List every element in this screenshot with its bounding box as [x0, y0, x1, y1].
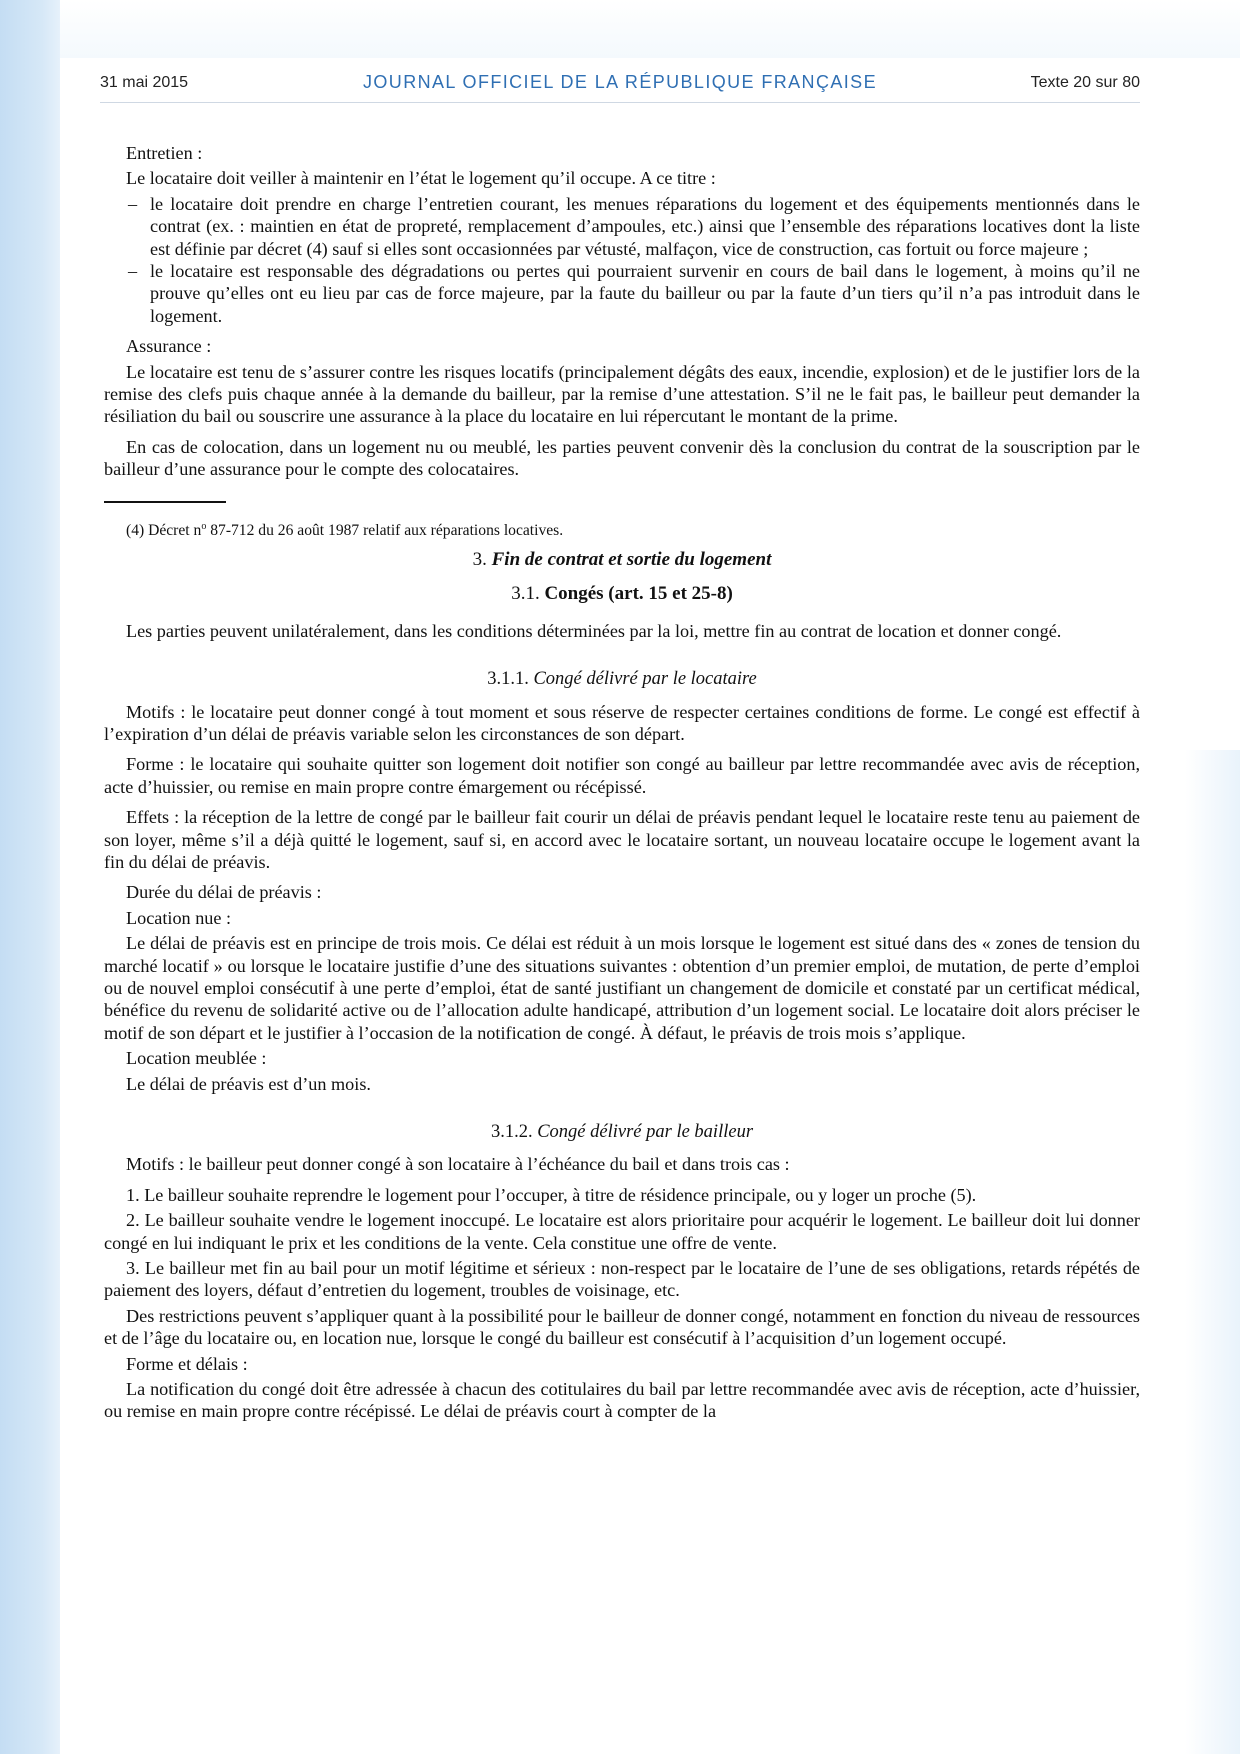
- bailleur-cas-1: 1. Le bailleur souhaite reprendre le logement pour l’occuper, à titre de résidence principale, ou y loger un proche (5).: [126, 1184, 977, 1205]
- header-date: 31 mai 2015: [100, 74, 189, 91]
- section-number: 3.1.: [511, 583, 540, 605]
- section-heading-3-1-2: [104, 1121, 1140, 1143]
- section-number: 3.1.2.: [490, 1122, 533, 1142]
- forme-delais-text: La notification du congé doit être adressée à chacun des cotitulaires du bail par lettre recommandée avec avis de réception, acte d’huissier, ou remise en main propre contre récépissé. Le délai de préavis court à compter de la: [104, 1379, 1140, 1422]
- document-body: [104, 142, 1140, 1431]
- page-margin-band: [0, 0, 60, 1754]
- location-nue-text: Le délai de préavis est en principe de trois mois. Ce délai est réduit à un mois lorsque le logement est situé dans des « zones de tension du marché locatif » ou lorsque le locataire justifie d’une des situations suivantes : obtention d’un premier emploi, de mutation, de perte d’emploi ou de nouvel emploi consécutif à une perte d’emploi, état de santé justifiant un changement de domicile et constaté par un certificat médical, bénéfice du revenu de solidarité active ou de l’allocation adulte handicapé, attribution d’un logement social. Le locataire doit alors préciser le motif de son départ et le justifier à l’occasion de la notification de congé. À défaut, le préavis de trois mois s’applique.: [104, 933, 1140, 1043]
- bailleur-cas-2: 2. Le bailleur souhaite vendre le logement inoccupé. Le locataire est alors prioritaire pour acquérir le logement. Le bailleur doit lui donner congé en lui indiquant le prix et les conditions de la vente. Cela constitue une offre de vente.: [104, 1210, 1140, 1253]
- locataire-forme: Forme : le locataire qui souhaite quitter son logement doit notifier son congé au bailleur par lettre recommandée avec avis de réception, acte d’huissier, ou remise en main propre contre émargement ou récépissé.: [104, 754, 1140, 797]
- section-heading-3-1: [104, 583, 1140, 605]
- section-title: Congé délivré par le bailleur: [537, 1122, 754, 1142]
- forme-delais-label: Forme et délais :: [126, 1353, 248, 1374]
- list-item: – le locataire est responsable des dégradations ou pertes qui pourraient survenir en cours de bail dans le logement, à moins qu’il ne prouve qu’elles ont eu lieu par cas de force majeure, par la faute du bailleur ou par la faute d’un tiers qu’il n’a pas introduit dans le logement.: [104, 260, 1140, 327]
- header-journal-title: JOURNAL OFFICIEL DE LA RÉPUBLIQUE FRANÇAISE: [363, 72, 877, 92]
- section-heading-3: [104, 549, 1140, 571]
- locataire-effets: Effets : la réception de la lettre de congé par le bailleur fait courir un délai de préavis pendant lequel le locataire reste tenu au paiement de son loyer, même s’il a déjà quitté le logement, sauf si, en accord avec le locataire sortant, un nouveau locataire occupe le logement avant la fin du délai de préavis.: [104, 807, 1140, 872]
- location-meublee-label: Location meublée :: [126, 1048, 267, 1069]
- locataire-motifs: Motifs : le locataire peut donner congé à tout moment et sous réserve de respecter certaines conditions de forme. Le congé est effectif à l’expiration d’un délai de préavis variable selon les circonstances de son départ.: [104, 701, 1140, 744]
- location-nue-label: Location nue :: [126, 907, 232, 928]
- entretien-label: Entretien :: [126, 143, 203, 163]
- page-top-strip: [60, 0, 1240, 58]
- preavis-duree-label: Durée du délai de préavis :: [126, 882, 322, 903]
- page-right-strip: [1185, 750, 1240, 1754]
- footnote-4: [104, 517, 1140, 541]
- section-heading-3-1-1: [104, 668, 1140, 690]
- assurance-paragraph-2: En cas de colocation, dans un logement nu ou meublé, les parties peuvent convenir dès la conclusion du contrat de la souscription par le bailleur d’une assurance pour le compte des colocataires.: [104, 436, 1140, 480]
- assurance-label: Assurance :: [126, 336, 212, 357]
- footnote-text: 87-712 du 26 août 1987 relatif aux réparations locatives.: [206, 521, 564, 539]
- section-number: 3.: [472, 548, 487, 570]
- section-3-1-intro: Les parties peuvent unilatéralement, dans les conditions déterminées par la loi, mettre fin au contrat de location et donner congé.: [126, 620, 1062, 641]
- assurance-paragraph-1: Le locataire est tenu de s’assurer contre les risques locatifs (principalement dégâts des eaux, incendie, explosion) et de le justifier lors de la remise des clefs puis chaque année à la demande du bailleur, par la remise d’une attestation. S’il ne le fait pas, le bailleur peut demander la résiliation du bail ou souscrire une assurance à la place du locataire en lui répercutant le montant de la prime.: [104, 361, 1140, 427]
- entretien-list: [104, 193, 1140, 327]
- bailleur-motifs: Motifs : le bailleur peut donner congé à son locataire à l’échéance du bail et dans trois cas :: [126, 1154, 790, 1175]
- entretien-intro: Le locataire doit veiller à maintenir en l’état le logement qu’il occupe. A ce titre :: [126, 168, 716, 189]
- page-header: [100, 70, 1140, 103]
- footnote-superscript: o: [201, 520, 207, 532]
- footnote-marker: (4) Décret n: [126, 521, 202, 539]
- section-title: Fin de contrat et sortie du logement: [491, 548, 772, 570]
- section-number: 3.1.1.: [487, 669, 529, 690]
- header-page-ref: Texte 20 sur 80: [1030, 74, 1140, 91]
- section-title: Congé délivré par le locataire: [533, 669, 757, 690]
- footnote-divider: [104, 501, 226, 503]
- bailleur-restrictions: Des restrictions peuvent s’appliquer quant à la possibilité pour le bailleur de donner congé, notamment en fonction du niveau de ressources et de l’âge du locataire ou, en location nue, lorsque le congé du bailleur est consécutif à l’acquisition d’un logement occupé.: [104, 1305, 1140, 1349]
- location-meublee-text: Le délai de préavis est d’un mois.: [126, 1073, 371, 1094]
- bailleur-cas-3: 3. Le bailleur met fin au bail pour un motif légitime et sérieux : non-respect par le locataire de l’une de ses obligations, retards répétés de paiement des loyers, défaut d’entretien du logement, troubles de voisinage, etc.: [104, 1258, 1140, 1301]
- list-item: – le locataire doit prendre en charge l’entretien courant, les menues réparations du logement et des équipements mentionnés dans le contrat (ex. : maintien en état de propreté, remplacement d’ampoules, etc.) ainsi que l’ensemble des réparations locatives dont la liste est définie par décret (4) sauf si elles sont occasionnées par vétusté, malfaçon, vice de construction, cas fortuit ou force majeure ;: [104, 193, 1140, 260]
- section-title: Congés (art. 15 et 25-8): [544, 583, 733, 605]
